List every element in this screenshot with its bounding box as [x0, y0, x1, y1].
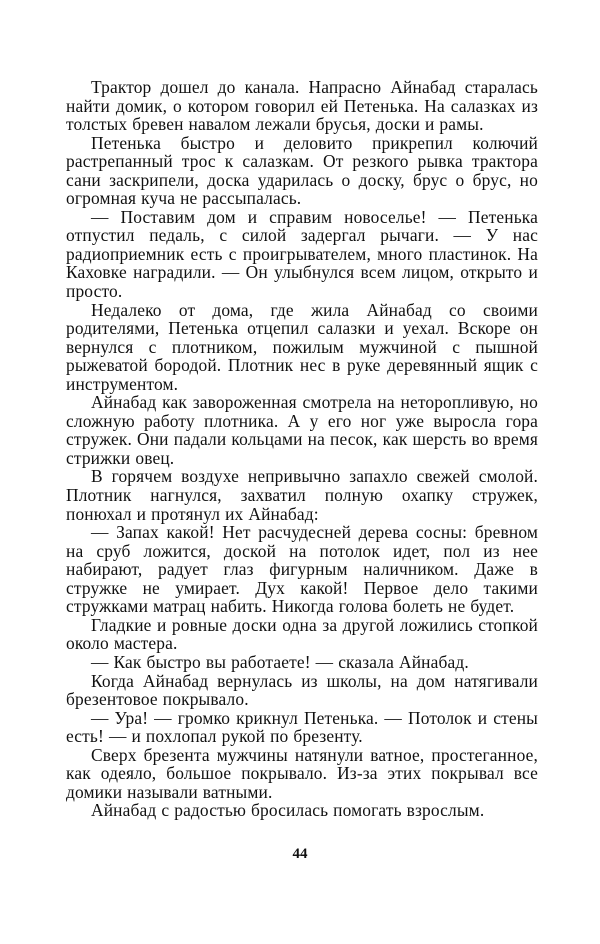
- paragraph-12: Сверх брезента мужчины натянули ватное, простеганное, как одеяло, большое покрывало. Из-за этих покрывал все домики называли ватными.: [66, 744, 538, 802]
- paragraph-10: Когда Айнабад вернулась из школы, на дом натягивали брезентовое покрывало.: [66, 670, 538, 710]
- paragraph-4: Недалеко от дома, где жила Айнабад со своими родителями, Петенька отцепил салазки и уехал. Вскоре он вернулся с плотником, пожилым мужчиной с пышной рыжеватой бородой. Плотник нес в руке деревянный ящик с инструментом.: [66, 299, 538, 394]
- paragraph-5: Айнабад как завороженная смотрела на неторопливую, но сложную работу плотника. А у его ног уже выросла гора стружек. Они падали кольцами на песок, как шерсть во время стрижки овец.: [66, 392, 538, 468]
- page-number: 44: [292, 846, 308, 862]
- paragraph-13: Айнабад с радостью бросилась помогать взрослым.: [91, 800, 485, 821]
- paragraph-6: В горячем воздухе непривычно запахло свежей смолой. Плотник нагнулся, захватил полную охапку стружек, понюхал и протянул их Айнабад:: [66, 466, 538, 524]
- paragraph-11-dialog: — Ура! — громко крикнул Петенька. — Потолок и стены есть! — и похлопал рукой по брезенту.: [66, 707, 538, 747]
- paragraph-1: Трактор дошел до канала. Напрасно Айнабад старалась найти домик, о котором говорил ей Петенька. На салазках из толстых бревен навалом лежали брусья, доски и рамы.: [66, 77, 538, 135]
- paragraph-3-dialog: — Поставим дом и справим новоселье! — Петенька отпустил педаль, с силой задергал рычаги. — У нас радиоприемник есть с проигрывателем, много пластинок. На Каховке наградили. — Он улыбнулся всем лицом, открыто и просто.: [66, 206, 538, 302]
- page-text-block: [66, 78, 538, 820]
- paragraph-8: Гладкие и ровные доски одна за другой ложились стопкой около мастера.: [66, 614, 538, 654]
- paragraph-7-dialog: — Запах какой! Нет расчудесней дерева сосны: бревном на сруб ложится, доской на потолок идет, пол из нее набирают, радует глаз фигурным наличником. Даже в стружке не умирает. Дух какой! Первое дело такими стружками матрац набить. Никогда голова болеть не будет.: [66, 522, 538, 617]
- paragraph-9-dialog: — Как быстро вы работаете! — сказала Айнабад.: [91, 651, 469, 672]
- paragraph-2: Петенька быстро и деловито прикрепил колючий растрепанный трос к салазкам. От резкого рывка трактора сани заскрипели, доска ударилась о доску, брус о брус, но огромная куча не рассыпалась.: [66, 132, 538, 209]
